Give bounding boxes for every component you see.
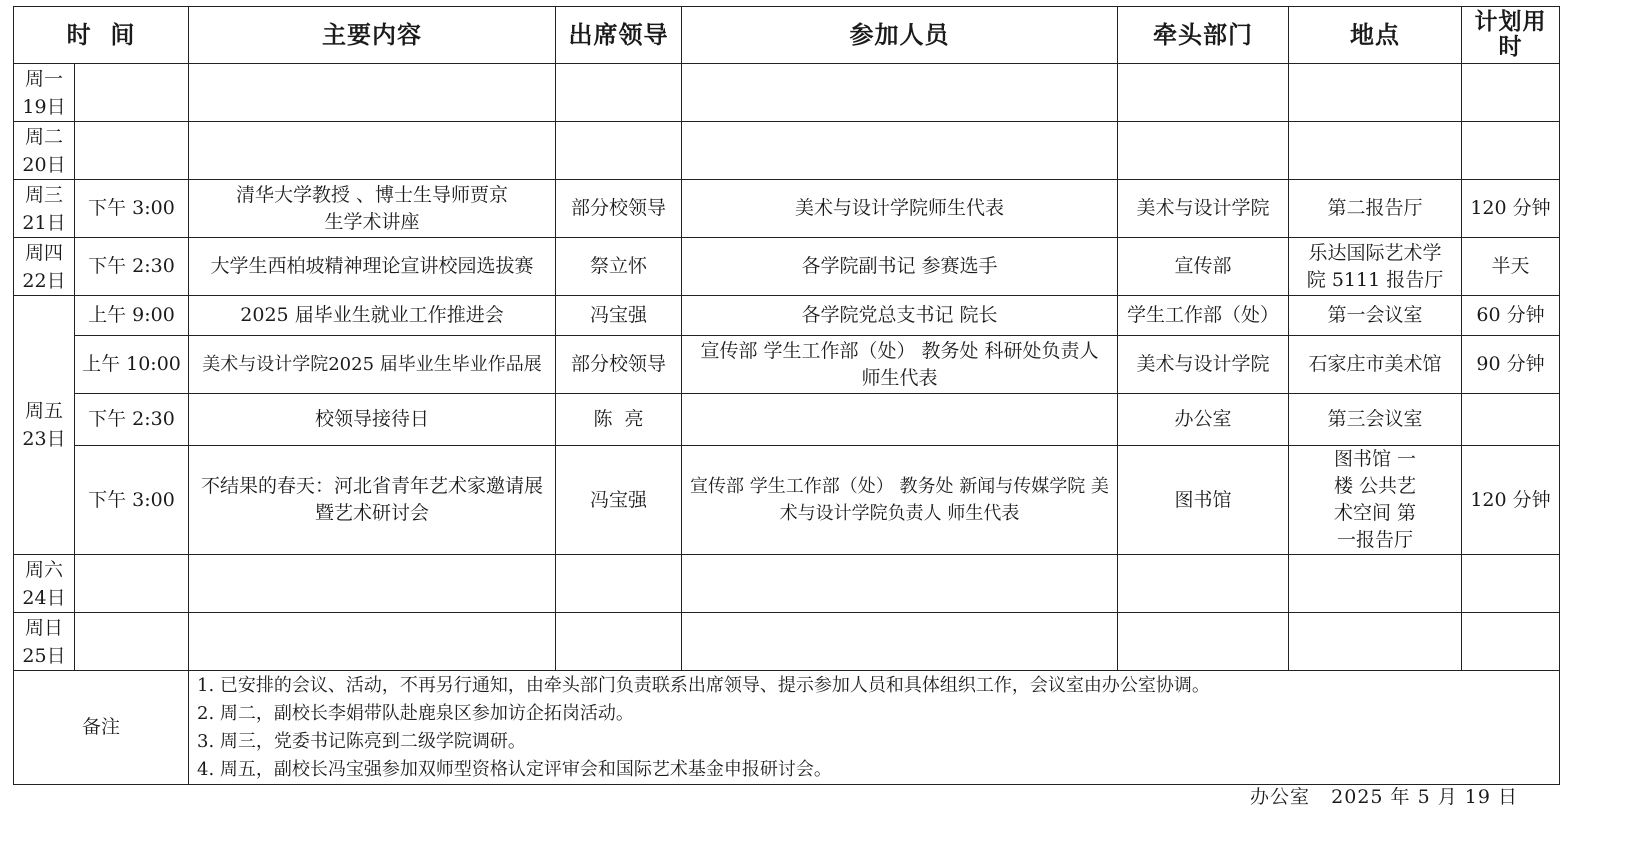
notes-label: 备注 xyxy=(14,671,189,785)
day-cell-sat xyxy=(14,555,75,613)
event-leader: 部分校领导 xyxy=(556,180,682,238)
event-location: 第三会议室 xyxy=(1289,394,1462,446)
event-dept: 办公室 xyxy=(1118,394,1289,446)
event-location: 石家庄市美术馆 xyxy=(1289,336,1462,394)
header-content: 主要内容 xyxy=(189,7,556,64)
notes-content xyxy=(189,671,1560,785)
event-participants: 宣传部 学生工作部（处） 教务处 新闻与传媒学院 美术与设计学院负责人 师生代表 xyxy=(682,446,1118,555)
event-duration: 90 分钟 xyxy=(1462,336,1560,394)
event-content: 不结果的春天：河北省青年艺术家邀请展暨艺术研讨会 xyxy=(189,446,556,555)
event-time: 下午 2:30 xyxy=(75,238,189,296)
table-row xyxy=(14,64,1560,122)
header-location: 地点 xyxy=(1289,7,1462,64)
table-row xyxy=(14,122,1560,180)
note-item: 4. 周五，副校长冯宝强参加双师型资格认定评审会和国际艺术基金申报研讨会。 xyxy=(197,758,832,780)
date: 20日 xyxy=(22,153,66,176)
note-item: 1. 已安排的会议、活动，不再另行通知，由牵头部门负责联系出席领导、提示参加人员和具体组织工作，会议室由办公室协调。 xyxy=(197,674,1210,696)
event-content: 美术与设计学院2025 届毕业生毕业作品展 xyxy=(189,336,556,394)
table-row xyxy=(14,555,1560,613)
day-cell-tue xyxy=(14,122,75,180)
event-content: 清华大学教授 、博士生导师贾京生学术讲座 xyxy=(189,180,556,238)
weekday: 周三 xyxy=(24,183,63,206)
weekday: 周日 xyxy=(24,616,63,639)
event-location: 乐达国际艺术学院 5111 报告厅 xyxy=(1289,238,1462,296)
event-participants: 各学院党总支书记 院长 xyxy=(682,296,1118,336)
date: 25日 xyxy=(22,644,66,667)
header-participants: 参加人员 xyxy=(682,7,1118,64)
table-row xyxy=(14,238,1560,296)
weekday: 周二 xyxy=(24,125,63,148)
table-row xyxy=(14,296,1560,336)
event-duration: 60 分钟 xyxy=(1462,296,1560,336)
footer-signature xyxy=(1250,782,1518,809)
event-time: 上午 10:00 xyxy=(75,336,189,394)
event-dept: 美术与设计学院 xyxy=(1118,180,1289,238)
table-row xyxy=(14,394,1560,446)
event-duration: 120 分钟 xyxy=(1462,180,1560,238)
day-cell-sun xyxy=(14,613,75,671)
date: 19日 xyxy=(22,95,66,118)
header-plan-time: 计划用时 xyxy=(1462,7,1560,64)
weekly-schedule-table xyxy=(13,6,1560,785)
table-row xyxy=(14,613,1560,671)
event-duration: 120 分钟 xyxy=(1462,446,1560,555)
date: 23日 xyxy=(22,428,66,450)
event-time: 下午 3:00 xyxy=(75,446,189,555)
weekday: 周四 xyxy=(24,241,63,264)
footer-office: 办公室 xyxy=(1250,786,1311,808)
header-time: 时 间 xyxy=(14,7,189,64)
event-participants: 宣传部 学生工作部（处） 教务处 科研处负责人 师生代表 xyxy=(682,336,1118,394)
notes-row xyxy=(14,671,1560,785)
event-dept: 学生工作部（处） xyxy=(1118,296,1289,336)
event-time: 上午 9:00 xyxy=(75,296,189,336)
event-leader: 陈 亮 xyxy=(556,394,682,446)
weekday: 周一 xyxy=(24,67,63,90)
header-row xyxy=(14,7,1560,64)
note-item: 2. 周二，副校长李娟带队赴鹿泉区参加访企拓岗活动。 xyxy=(197,702,634,724)
day-cell-fri xyxy=(14,296,75,555)
event-leader: 冯宝强 xyxy=(556,296,682,336)
date: 22日 xyxy=(22,269,66,292)
event-participants: 美术与设计学院师生代表 xyxy=(682,180,1118,238)
event-leader: 部分校领导 xyxy=(556,336,682,394)
event-content: 大学生西柏坡精神理论宣讲校园选拔赛 xyxy=(189,238,556,296)
event-content: 校领导接待日 xyxy=(189,394,556,446)
event-dept: 图书馆 xyxy=(1118,446,1289,555)
event-dept: 宣传部 xyxy=(1118,238,1289,296)
day-cell-thu xyxy=(14,238,75,296)
event-time: 下午 3:00 xyxy=(75,180,189,238)
event-location: 第一会议室 xyxy=(1289,296,1462,336)
event-participants: 各学院副书记 参赛选手 xyxy=(682,238,1118,296)
header-leader: 出席领导 xyxy=(556,7,682,64)
day-cell-mon xyxy=(14,64,75,122)
event-location: 第二报告厅 xyxy=(1289,180,1462,238)
event-duration xyxy=(1462,394,1560,446)
weekday: 周五 xyxy=(24,400,63,422)
header-dept: 牵头部门 xyxy=(1118,7,1289,64)
day-cell-wed xyxy=(14,180,75,238)
date: 24日 xyxy=(22,586,66,609)
event-content: 2025 届毕业生就业工作推进会 xyxy=(189,296,556,336)
event-leader: 祭立怀 xyxy=(556,238,682,296)
table-row xyxy=(14,446,1560,555)
table-row xyxy=(14,336,1560,394)
event-leader: 冯宝强 xyxy=(556,446,682,555)
note-item: 3. 周三，党委书记陈亮到二级学院调研。 xyxy=(197,730,526,752)
table-row xyxy=(14,180,1560,238)
event-time: 下午 2:30 xyxy=(75,394,189,446)
event-location: 图书馆 一楼 公共艺术空间 第一报告厅 xyxy=(1289,446,1462,555)
event-duration: 半天 xyxy=(1462,238,1560,296)
event-participants xyxy=(682,394,1118,446)
weekday: 周六 xyxy=(24,558,63,581)
event-dept: 美术与设计学院 xyxy=(1118,336,1289,394)
footer-date: 2025 年 5 月 19 日 xyxy=(1331,786,1518,808)
date: 21日 xyxy=(22,211,66,234)
